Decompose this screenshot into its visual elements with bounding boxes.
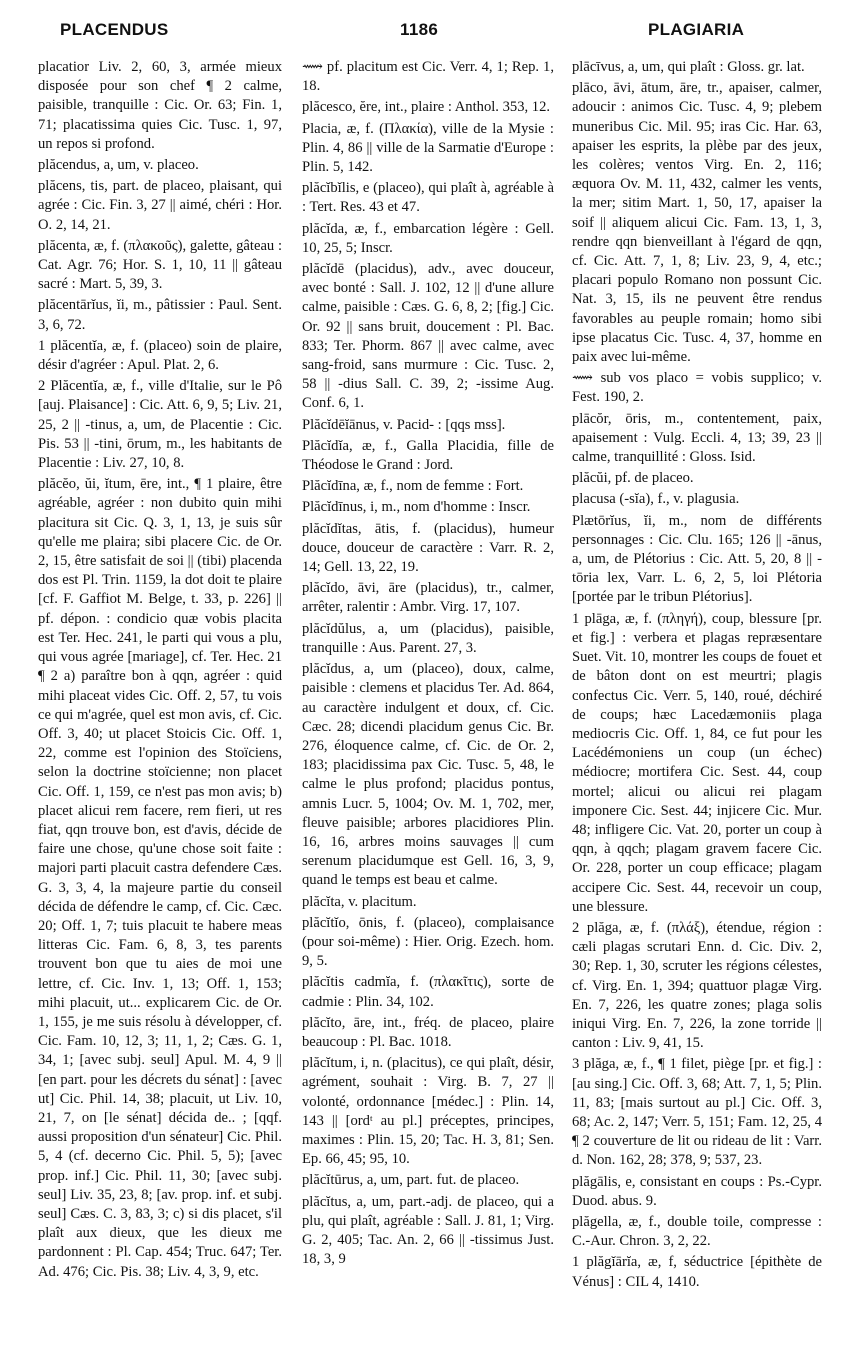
dictionary-entry: plăcĭdus, a, um (placeo), doux, calme, paisible : clemens et placidus Ter. Ad. 864, au caractère indulgent et doux, cf. Cic. Cæc. 28; dicendi placidum genus Cic. Br. 276, éloquence calme, cf. Cic. de Or. 2, 183; placidissima pax Cic. Tusc. 5, 48, le calme le plus profond; placidus pontus, amnis Lucr. 5, 1004; Ov. M. 1, 702, mer, fleuve paisible; arbores placidiores Plin. 16, 16, arbres moins sauvages || cum serenum placidumque est Gell. 16, 3, 9, quand le temps est beau et calme. [302, 661, 554, 889]
dictionary-entry: Plăcĭdīna, æ, f., nom de femme : Fort. [302, 478, 524, 495]
dictionary-entry: 1 plăcentĭa, æ, f. (placeo) soin de plaire, désir d'agréer : Apul. Plat. 2, 6. [38, 337, 282, 374]
dictionary-entry: 2 plăga, æ, f. (πλάξ), étendue, région : cæli plagas scrutari Enn. d. Cic. Div. 2, 30; Rep. 1, 30, scruter les régions célestes, cf. Virg. En. 1, 394; quattuor plagæ Virg. En. 7, 226, les quatre zones; plaga solis iniqui Virg. En. 7, 226, la zone torride || canton : Liv. 9, 41, 15. [572, 919, 822, 1052]
dictionary-entry: plăcŭi, pf. de placeo. [572, 470, 694, 487]
dictionary-entry: 3 plăga, æ, f., ¶ 1 filet, piège [pr. et fig.] : [au sing.] Cic. Off. 3, 68; Att. 7, 1, 5; Plin. 11, 83; [mais surtout au pl.] Cic. Off. 3, 68; Ac. 2, 147; Verr. 5, 151; Fam. 12, 25, 4 ¶ 2 couverture de lit ou rideau de lit : Varr. d. Non. 162, 28; 378, 9; 537, 23. [572, 1056, 822, 1169]
dictionary-entry: 1 plăgĭārĭa, æ, f, séductrice [épithète de Vénus] : CIL 4, 1410. [572, 1254, 822, 1290]
dictionary-entry: plăcĭta, v. placitum. [302, 893, 417, 910]
dictionary-entry: plăcĭtus, a, um, part.-adj. de placeo, qui a plu, qui plaît, agréable : Sall. J. 81, 1; Virg. G. 2, 405; Tac. An. 2, 66 || -tissimus Just. 18, 3, 9 [302, 1193, 554, 1268]
column-2 [302, 58, 554, 1348]
dictionary-entry: plăgella, æ, f., double toile, compresse : C.-Aur. Chron. 3, 2, 22. [572, 1213, 822, 1250]
dictionary-entry: 2 Plăcentĭa, æ, f., ville d'Italie, sur le Pô [auj. Plaisance] : Cic. Att. 6, 9, 5; Liv. 21, 25, 2 || -tinus, a, um, de Placentie : Cic. Pis. 53 || -tini, ōrum, m., les habitants de Placentie : Liv. 27, 10, 8. [38, 378, 282, 472]
dictionary-entry: Plăcĭdīnus, i, m., nom d'homme : Inscr. [302, 499, 531, 516]
dictionary-entry: plăcĭbĭlis, e (placeo), qui plaît à, agréable à : Tert. Res. 43 et 47. [302, 180, 554, 216]
dictionary-entry: ⟿ sub vos placo = vobis supplico; v. Fest. 190, 2. [572, 370, 822, 406]
dictionary-entry: plăcĭtĭo, ōnis, f. (placeo), complaisance (pour soi-même) : Hier. Orig. Ezech. hom. 9, 5. [302, 914, 554, 970]
dictionary-entry: plācŏr, ōris, m., contentement, paix, apaisement : Vulg. Eccli. 4, 13; 39, 23 || calme, tranquillité : Gloss. Isid. [572, 410, 822, 466]
dictionary-entry: ⟿ pf. placitum est Cic. Verr. 4, 1; Rep. 1, 18. [302, 59, 554, 95]
dictionary-entry: plăcenta, æ, f. (πλακοῦς), galette, gâteau : Cat. Agr. 76; Hor. S. 1, 10, 11 || gâteau sacré : Mart. 5, 39, 3. [38, 237, 282, 293]
dictionary-entry: plācīvus, a, um, qui plaît : Gloss. gr. lat. [572, 59, 805, 75]
header-left-guide-word: PLACENDUS [60, 20, 169, 39]
dictionary-entry: plăcĭto, āre, int., fréq. de placeo, plaire beaucoup : Pl. Bac. 1018. [302, 1014, 554, 1050]
dictionary-entry: plăcĭtūrus, a, um, part. fut. de placeo. [302, 1172, 520, 1189]
dictionary-entry: plăcĭda, æ, f., embarcation légère : Gell. 10, 25, 5; Inscr. [302, 220, 554, 256]
dictionary-entry: plăcĭdo, āvi, āre (placidus), tr., calmer, arrêter, ralentir : Ambr. Virg. 17, 107. [302, 580, 554, 616]
dictionary-entry: plăcĭtum, i, n. (placitus), ce qui plaît, désir, agrément, souhait : Virg. B. 7, 27 || volonté, ordonnance [médec.] : Plin. 14, 143 || [ordᵗ au pl.] préceptes, principes, maximes : Plin. 15, 20; Tac. H. 3, 81; Sen. Ep. 66, 45; 95, 10. [302, 1055, 554, 1168]
column-1 [38, 58, 282, 1348]
dictionary-entry: plăcentārĭus, ĭi, m., pâtissier : Paul. Sent. 3, 6, 72. [38, 297, 282, 333]
dictionary-entry: plăcĭdŭlus, a, um (placidus), paisible, tranquille : Aus. Parent. 27, 3. [302, 620, 554, 656]
dictionary-entry: plāco, āvi, ātum, āre, tr., apaiser, calmer, adoucir : animos Cic. Tusc. 4, 9; plebem muneribus Cic. Mil. 95; iras Cic. Har. 63, apaiser les esprits, la plèbe par des jeux, les colères; ventos Virg. En. 2, 116; æquora Ov. M. 11, 432, calmer les vents, la mer; sitim Mart. 1, 50, 17, apaiser la soif || aliquem alicui Cic. Fam. 13, 1, 3, rendre qqn bienveillant à l'égard de qqn, cf. Cic. Att. 7, 1, 8; Liv. 23, 9, 4, etc.; placari populo Romano non possunt Cic. Nat. 3, 15, ils ne peuvent être rendus favorables au peuple romain; homo sibi ipse placatus Cic. Tusc. 4, 37, homme en paix avec lui-même. [572, 80, 822, 366]
dictionary-entry: plăcendus, a, um, v. placeo. [38, 157, 199, 174]
dictionary-entry: Plăcĭdĭa, æ, f., Galla Placidia, fille de Théodose le Grand : Jord. [302, 437, 554, 474]
page-header [0, 0, 850, 42]
page-number: 1186 [400, 20, 439, 39]
dictionary-entry: Placia, æ, f. (Πλακία), ville de la Mysie : Plin. 4, 86 || ville de la Sarmatie d'Europe : Plin. 5, 142. [302, 120, 554, 176]
dictionary-entry: Plætōrĭus, ĭi, m., nom de différents personnages : Cic. Clu. 165; 126 || -ānus, a, um, de Plétorius : Cic. Att. 5, 20, 8 || -tōria lex, Varr. L. 6, 2, 5, loi Plétoria [portée par le tribun Plétorius]. [572, 512, 822, 606]
dictionary-entry: Plăcĭdēĭānus, v. Pacid- : [qqs mss]. [302, 416, 506, 433]
dictionary-entry: plăcesco, ĕre, int., plaire : Anthol. 353, 12. [302, 99, 551, 116]
dictionary-entry: plăcĭdĭtas, ātis, f. (placidus), humeur douce, douceur de caractère : Varr. R. 2, 14; Gell. 13, 22, 19. [302, 520, 554, 576]
dictionary-entry: placusa (-sĭa), f., v. plagusia. [572, 491, 740, 508]
dictionary-entry: plăcĕo, ŭi, ĭtum, ēre, int., ¶ 1 plaire, être agréable, agréer : non dubito quin mihi placitura sit Cic. Q. 3, 1, 13, je suis sûr qu'elle me plaira; sibi placere Cic. de Or. 2, 15, être satisfait de soi || (tibi) placenda dos est Pl. Trin. 1159, la dot doit te plaire [cf. F. Gaffiot M. Belge, t. 33, p. 226] || pf. dépon. : condicio quæ vobis placita est Ter. Hec. 241, le parti qui vous a plu, qui vous agrée [mariage], cf. Ter. Hec. 21 ¶ 2 a) paraître bon à qqn, agréer : quid mihi placeat vides Cic. Off. 2, 57, tu vois ce qui m'agrée, quel est mon avis, cf. Cic. Off. 3, 40; ut placet Stoicis Cic. Off. 1, 22, comme est l'opinion des Stoïciens, selon la doctrine stoïcienne; non placet Cic. Off. 1, 159, ce n'est pas mon avis; b) placet alicui rem facere, rem fieri, ut res fiat, qqn trouve bon, est d'avis, décide de faire une chose, qu'une chose soit faite : majori parti placuit castra defendere Cæs. G. 3, 3, 4, la majeure partie du conseil décida de défendre le camp, cf. Cic. Cæc. 20; Off. 1, 7; tuis placuit te habere meas litteras Cic. Fam. 6, 8, 3, tes parents trouvent bon que tu aies de moi une lettre, cf. Cic. Inv. 1, 13; Off. 1, 153; mihi placuit, ut... explicarem Cic. de Or. 1, 155, je me suis résolu à développer, cf. Cic. Fam. 10, 12, 3; 11, 1, 2; Cæs. G. 1, 34, 1; [avec subj. seul] Apul. M. 4, 9 || [en part. pour les décrets du sénat] : [avec ut] Cic. Phil. 14, 38; placuit, ut Liv. 10, 21, 7, on [le sénat] décida de.. ; [qqf. aussi proposition d'un sénateur] Cic. Phil. 5, 4 (cf. decerno Cic. Phil. 5, 5); [avec prop. inf.] Cic. Phil. 11, 30; [avec subj. seul] Liv. 35, 23, 8; [av. prop. inf. et subj. seul] Cæs. C. 3, 83, 3; c) si dis placet, s'il plaît aux dieux, que les dieux me pardonnent : Pl. Cap. 454; Truc. 647; Ter. Ad. 476; Cic. Pis. 38; Liv. 4, 3, 9, etc. [38, 476, 282, 1280]
dictionary-entry: plăcĭdē (placidus), adv., avec douceur, avec bonté : Sall. J. 102, 12 || d'une allure calme, paisible : Cæs. G. 6, 8, 2; [fig.] Cic. Or. 92 || sans bruit, doucement : Pl. Bac. 833; Ter. Phorm. 867 || avec calme, avec sang-froid, sans murmure : Cic. Tusc. 2, 58 || -dius Sall. C. 39, 2; -issime Aug. Conf. 6, 1. [302, 261, 554, 412]
dictionary-entry: 1 plāga, æ, f. (πληγή), coup, blessure [pr. et fig.] : verbera et plagas repræsentare Suet. Vit. 10, montrer les coups de fouet et de bâton dont on est meurtri; plagis confectus Cic. Verr. 5, 140, roué, déchiré de coups; hæc Lacedæmoniis plaga mediocris Cic. Off. 1, 84, ce fut pour les Lacédémoniens un coup (un échec) médiocre; mortifera Cic. Sest. 44, coup mortel; alicui ou alicui rei plagam imponere Cic. Sest. 44; injicere Cic. Mur. 48; infligere Cic. Vat. 20, porter un coup à qqn, à qqch; plagam gravem facere Cic. Or. 228, porter un coup efficace; plagam accipere Cic. Sest. 44, recevoir un coup, une blessure. [572, 610, 822, 915]
dictionary-entry: plăcĭtis cadmĭa, f. (πλακῖτις), sorte de cadmie : Plin. 34, 102. [302, 974, 554, 1010]
dictionary-entry: placatior Liv. 2, 60, 3, armée mieux disposée pour son chef ¶ 2 calme, paisible, tranquille : Cic. Or. 63; Fin. 1, 71; placatissima quies Cic. Tusc. 1, 97, un repos si profond. [38, 59, 282, 152]
dictionary-entry: plăcens, tis, part. de placeo, plaisant, qui agrée : Cic. Fin. 3, 27 || aimé, chéri : Hor. O. 2, 14, 21. [38, 178, 282, 233]
dictionary-entry: plăgālis, e, consistant en coups : Ps.-Cypr. Duod. abus. 9. [572, 1173, 822, 1209]
header-right-guide-word: PLAGIARIA [648, 20, 745, 39]
column-3 [572, 58, 822, 1348]
